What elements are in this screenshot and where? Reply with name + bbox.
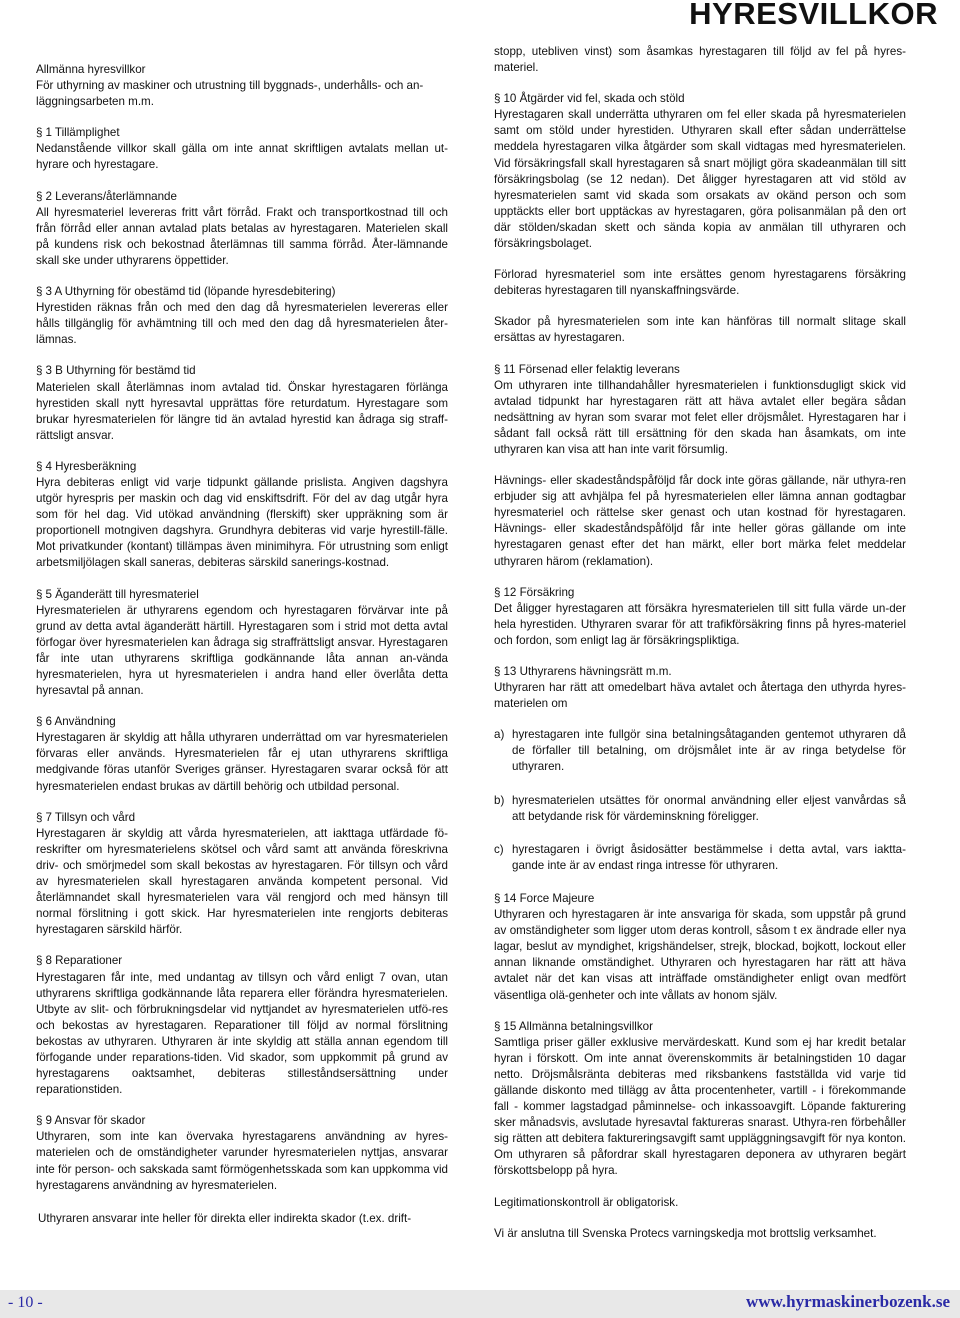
section-10-text: Hyrestagaren skall underrätta uthyraren om fel eller skada på hyresmaterielen samt om stöld under hyrestiden. Uthyraren skall efter sådan underrättelse meddela hyrestagaren vilka åtgärder som skall vidtagas med hyresmaterielen. Vid försäkringsfall skall hyrestagaren så snart möjligt göra skadeanmälan till sitt försäkringsbolag (se 12 nedan). Det åligger hyrestagaren att vid stöld av hyresmaterielen samt vid skada som orsakats av okänd person och som upptäckts eller bort upptäckas av hyrestagaren, göra polisanmälan på den ort där stölden/skadan skett och sända kopia av anmälan till uthyraren och försäkringsbolaget. bbox=[494, 108, 906, 251]
intro-title: Allmänna hyresvillkor bbox=[36, 63, 146, 76]
section-12-text: Det åligger hyrestagaren att försäkra hyresmaterielen till sitt fulla värde un-der hela hyrestiden. Uthyraren svarar för att trafikförsäkring finns på hyres-materiel och fordon, som enligt lag är försäkringspliktiga. bbox=[494, 601, 906, 647]
continuation-block bbox=[494, 44, 906, 76]
section-10 bbox=[494, 91, 906, 346]
section-13-list bbox=[494, 727, 906, 874]
section-8 bbox=[36, 953, 448, 1098]
section-6-text: Hyrestagaren är skyldig att hålla uthyraren underrättad om var hyresmaterielen förvaras eller används. Hyresmaterielen får ej utan uthyrarens skriftliga medgivande föras utanför Sveriges gränser. Hyrestagaren svarar också för att hyresmaterielen endast brukas av därtill behörig och utbildad personal. bbox=[36, 731, 448, 793]
section-3b-heading: § 3 B Uthyrning för bestämd tid bbox=[36, 364, 196, 378]
section-3a-heading: § 3 A Uthyrning för obestämd tid (löpande hyresdebitering) bbox=[36, 285, 336, 299]
website-link[interactable]: www.hyrmaskinerbozenk.se bbox=[745, 1292, 950, 1311]
section-5-text: Hyresmaterielen är uthyrarens egendom och hyrestagaren förvärvar inte på grund av detta avtal äganderätt härtill. Hyrestagaren som i strid mot detta avtal förfogar över hyresmaterielen kan ådraga sig straffrättsligt ansvar. Hyrestagaren får inte utan uthyrarens skriftliga godkännande låta annan an-vända hyresmaterielen, hyra ut hyresmaterielen i andra hand eller överlåta detta hyresavtal på annan. bbox=[36, 603, 448, 698]
list-item: b) hyresmaterielen utsättes för onormal användning eller eljest vanvårdas så att betydande risk för värdeminskning föreligger. bbox=[494, 793, 906, 823]
section-9-text: Uthyraren, som inte kan övervaka hyrestagarens användning av hyres-materielen och de omständigheter varunder hyresmaterielen nyttjas, ansvarar inte för person- och sakskada samt förmögenhetsskada som kan uppkomma vid hyrestagarens användning av hyresmaterielen. bbox=[36, 1130, 448, 1192]
list-item: c) hyrestagaren i övrigt åsidosätter bestämmelse i detta avtal, vars iaktta-gande inte är av endast ringa intresse för uthyraren. bbox=[494, 842, 906, 872]
section-3b bbox=[36, 363, 448, 443]
section-7-text: Hyrestagaren är skyldig att vårda hyresmaterielen, att iakttaga utfärdade fö-reskrifter om hyresmaterielens skötsel och vård samt att använda föreskrivna driv- och smörjmedel som skall bekostas av hyrestagaren. För tillsyn och vård av hyresmaterielen skall hyrestagaren använda kompetent personal. Vid återlämnandet skall hyresmaterielen vara väl rengjord och med hänsyn till normal förslitning i gott skick. Har hyresmaterielen inte rengjorts debiteras hyrestagaren särskild härför. bbox=[36, 826, 448, 937]
section-15 bbox=[494, 1019, 906, 1180]
section-6 bbox=[36, 714, 448, 794]
section-3a-text: Hyrestiden räknas från och med den dag då hyresmaterielen levereras eller hålls tillgänglig för avhämtning till och med den dag då hyresmaterielen åter-lämnas. bbox=[36, 301, 448, 347]
section-15-heading: § 15 Allmänna betalningsvillkor bbox=[494, 1019, 653, 1033]
section-8-heading: § 8 Reparationer bbox=[36, 954, 123, 968]
section-2 bbox=[36, 189, 448, 269]
footer-bar bbox=[0, 1290, 960, 1318]
intro-block bbox=[36, 62, 448, 110]
section-13 bbox=[494, 664, 906, 874]
section-7 bbox=[36, 810, 448, 939]
page-number: - 10 - bbox=[8, 1294, 43, 1311]
section-12-heading: § 12 Försäkring bbox=[494, 585, 575, 599]
section-12 bbox=[494, 585, 906, 649]
section-14-text: Uthyraren och hyrestagaren är inte ansvariga för skada, som uppstår på grund av omständigheter som ligger utom deras kontroll, såsom t ex ändrade eller nya lagar, beslut av myndighet, krigshändelser, strejk, blockad, bojkott, lockout eller annan liknande omständighet. Uthyraren och hyrestagaren har rätt att häva avtalet när det kan visas att inträffade omständigheter enligt ovan medfört väsentliga olä-genheter och inte vållats av honom själv. bbox=[494, 908, 906, 1002]
section-2-text: All hyresmateriel levereras fritt vårt förråd. Frakt och transportkostnad till och från förråd eller annan avtalad plats betalas av hyrestagaren. Materielen skall på kundens risk och bekostnad återlämnas till samma förråd. Åter-lämnande skall ske under uthyrarens öppettider. bbox=[36, 205, 448, 267]
section-8-text: Hyrestagaren får inte, med undantag av tillsyn och vård enligt 7 ovan, utan uthyrarens skriftliga godkännande låta reparera eller förändra hyresmaterielen. Utbyte av slit- och förbrukningsdelar vid nyttjandet av hyresmaterielen utfö-res och bekostas av hyrestagaren. Reparationer till följd av normal förslitning bekostas av uthyraren. Uthyraren är inte skyldig att ställa annan egendom till förfogande under reparations-tiden. Vid skador, som uppkommit på grund av hyrestagarens oaktsamhet, debiteras stilleståndsersättning under reparationstiden. bbox=[36, 970, 448, 1097]
section-4-text: Hyra debiteras enligt vid varje tidpunkt gällande prislista. Angiven dagshyra utgör hyrespris per maskin och dag vid enskiftsdrift. För del av dag utgår hyra som för hel dag. Vid utökad användning (flerskift) sker uppräkning som är proportionell motngiven dagshyra. Grundhyra debiteras vid varje hyrestill-fälle. Mot privatkunder (kontant) tillämpas även minimihyra. För utrustning som enligt arbetsmiljölagen skall saneras, debiteras särskild sanerings-kostnad. bbox=[36, 475, 448, 570]
section-9 bbox=[36, 1113, 448, 1193]
section-14 bbox=[494, 891, 906, 1004]
section-14-heading: § 14 Force Majeure bbox=[494, 891, 595, 905]
section-9-continued-line: Uthyraren ansvarar inte heller för direkta eller indirekta skador (t.ex. drift- bbox=[38, 1212, 412, 1225]
section-symbol: § bbox=[36, 126, 43, 140]
section-2-heading: § 2 Leverans/återlämnande bbox=[36, 189, 177, 203]
section-5 bbox=[36, 587, 448, 700]
left-column bbox=[36, 62, 448, 1209]
section-10-heading: § 10 Åtgärder vid fel, skada och stöld bbox=[494, 92, 685, 106]
section-10-para-3: Skador på hyresmaterielen som inte kan hänföras till normalt slitage skall ersättas av hyrestagaren. bbox=[494, 315, 906, 345]
legitimation-note: Legitimationskontroll är obligatorisk. bbox=[494, 1195, 679, 1209]
section-4-heading: § 4 Hyresberäkning bbox=[36, 459, 137, 473]
section-6-heading: § 6 Användning bbox=[36, 715, 116, 729]
section-4 bbox=[36, 459, 448, 572]
right-column bbox=[494, 44, 906, 1242]
section-13-heading: § 13 Uthyrarens hävningsrätt m.m. bbox=[494, 665, 672, 678]
section-5-heading: § 5 Äganderätt till hyresmateriel bbox=[36, 587, 199, 601]
section-9-heading: § 9 Ansvar för skador bbox=[36, 1114, 146, 1128]
section-7-heading: § 7 Tillsyn och vård bbox=[36, 810, 136, 824]
intro-line-1: För uthyrning av maskiner och utrustning till byggnads-, underhålls- och an- bbox=[36, 79, 424, 93]
section-11-heading: § 11 Försenad eller felaktig leverans bbox=[494, 362, 680, 376]
list-item: a) hyrestagaren inte fullgör sina betalningsåtaganden gentemot uthyraren då de förfaller till betalning, om dröjsmålet inte är av ringa betydelse för uthyraren. bbox=[494, 728, 906, 774]
page-title: HYRESVILLKOR bbox=[689, 0, 938, 31]
protecs-note: Vi är anslutna till Svenska Protecs varningskedja mot brottslig verksamhet. bbox=[494, 1226, 877, 1240]
section-1-text: Nedanstående villkor skall gälla om inte annat skriftligen avtalats mellan ut-hyrare och hyrestagare. bbox=[36, 142, 448, 172]
section-13-text: Uthyraren har rätt att omedelbart häva avtalet och återtaga den uthyrda hyres-materielen om bbox=[494, 681, 906, 711]
section-11 bbox=[494, 362, 906, 570]
section-1-heading: § 1 Tillämplighet bbox=[36, 126, 120, 140]
section-11-text: Om uthyraren inte tillhandahåller hyresmaterielen i funktionsdugligt skick vid avtalad tidpunkt har hyrestagaren rätt att häva avtalet eller begära sådan nedsättning av hyran som svarar mot felet eller dröjsmålet. Hyrestagaren har i sådant fall också rätt till ersättning för den skada han åsamkats, om inte uthyraren kan visa att han inte varit försumlig. bbox=[494, 378, 906, 456]
section-1 bbox=[36, 125, 448, 173]
section-15-text: Samtliga priser gäller exklusive mervärdeskatt. Kund som ej har kredit betalar hyran i förskott. Om inte annat överenskommits är betalningstiden 10 dagar netto. Dröjsmålsränta debiteras med riksbankens fastställda vid varje tid gällande diskonto med tillägg av åtta procentenheter, vartill - i förekommande fall - kommer lagstadgad påminnelse- och inkassoavgift. Löpande fakturering sker månadsvis, avslutade hyresavtal faktureras snarast. Uthyra-ren förbehåller sig rätten att debitera faktureringsavgift samt uppläggningsavgift för nya konton. Om uthyraren så påfordrar skall hyrestagaren deponera av uthyraren begärt förskottsbelopp på hyra. bbox=[494, 1035, 906, 1178]
section-3b-text: Materielen skall återlämnas inom avtalad tid. Önskar hyrestagaren förlänga hyrestiden skall nytt hyresavtal upprättas före returdatum. Hyrestagare som brukar hyresmaterielen för längre tid än avtalad hyrestid kan ådraga sig straff-rättsligt ansvar. bbox=[36, 380, 448, 442]
intro-line-2: läggningsarbeten m.m. bbox=[36, 95, 154, 109]
continuation-text: stopp, utebliven vinst) som åsamkas hyrestagaren till följd av fel på hyres-materiel. bbox=[494, 45, 906, 75]
section-10-para-2: Förlorad hyresmateriel som inte ersättes genom hyrestagarens försäkring debiteras hyrestagaren till nyanskaffningsvärde. bbox=[494, 268, 906, 298]
section-11-para-2: Hävnings- eller skadeståndspåföljd får dock inte göras gällande, när uthyra-ren erbjuder sig att avhjälpa fel på hyresmaterielen eller lämna annan godtagbar hyresmateriel och rättelse sker genast och utan kostnad för hyrestagaren. Hävnings- eller skadeståndspåföljd får inte heller göras gällande om inte hyrestagaren genast efter det han märkt, eller bort märka felet meddelar uthyraren härom (reklamation). bbox=[494, 474, 906, 568]
section-3a bbox=[36, 284, 448, 348]
